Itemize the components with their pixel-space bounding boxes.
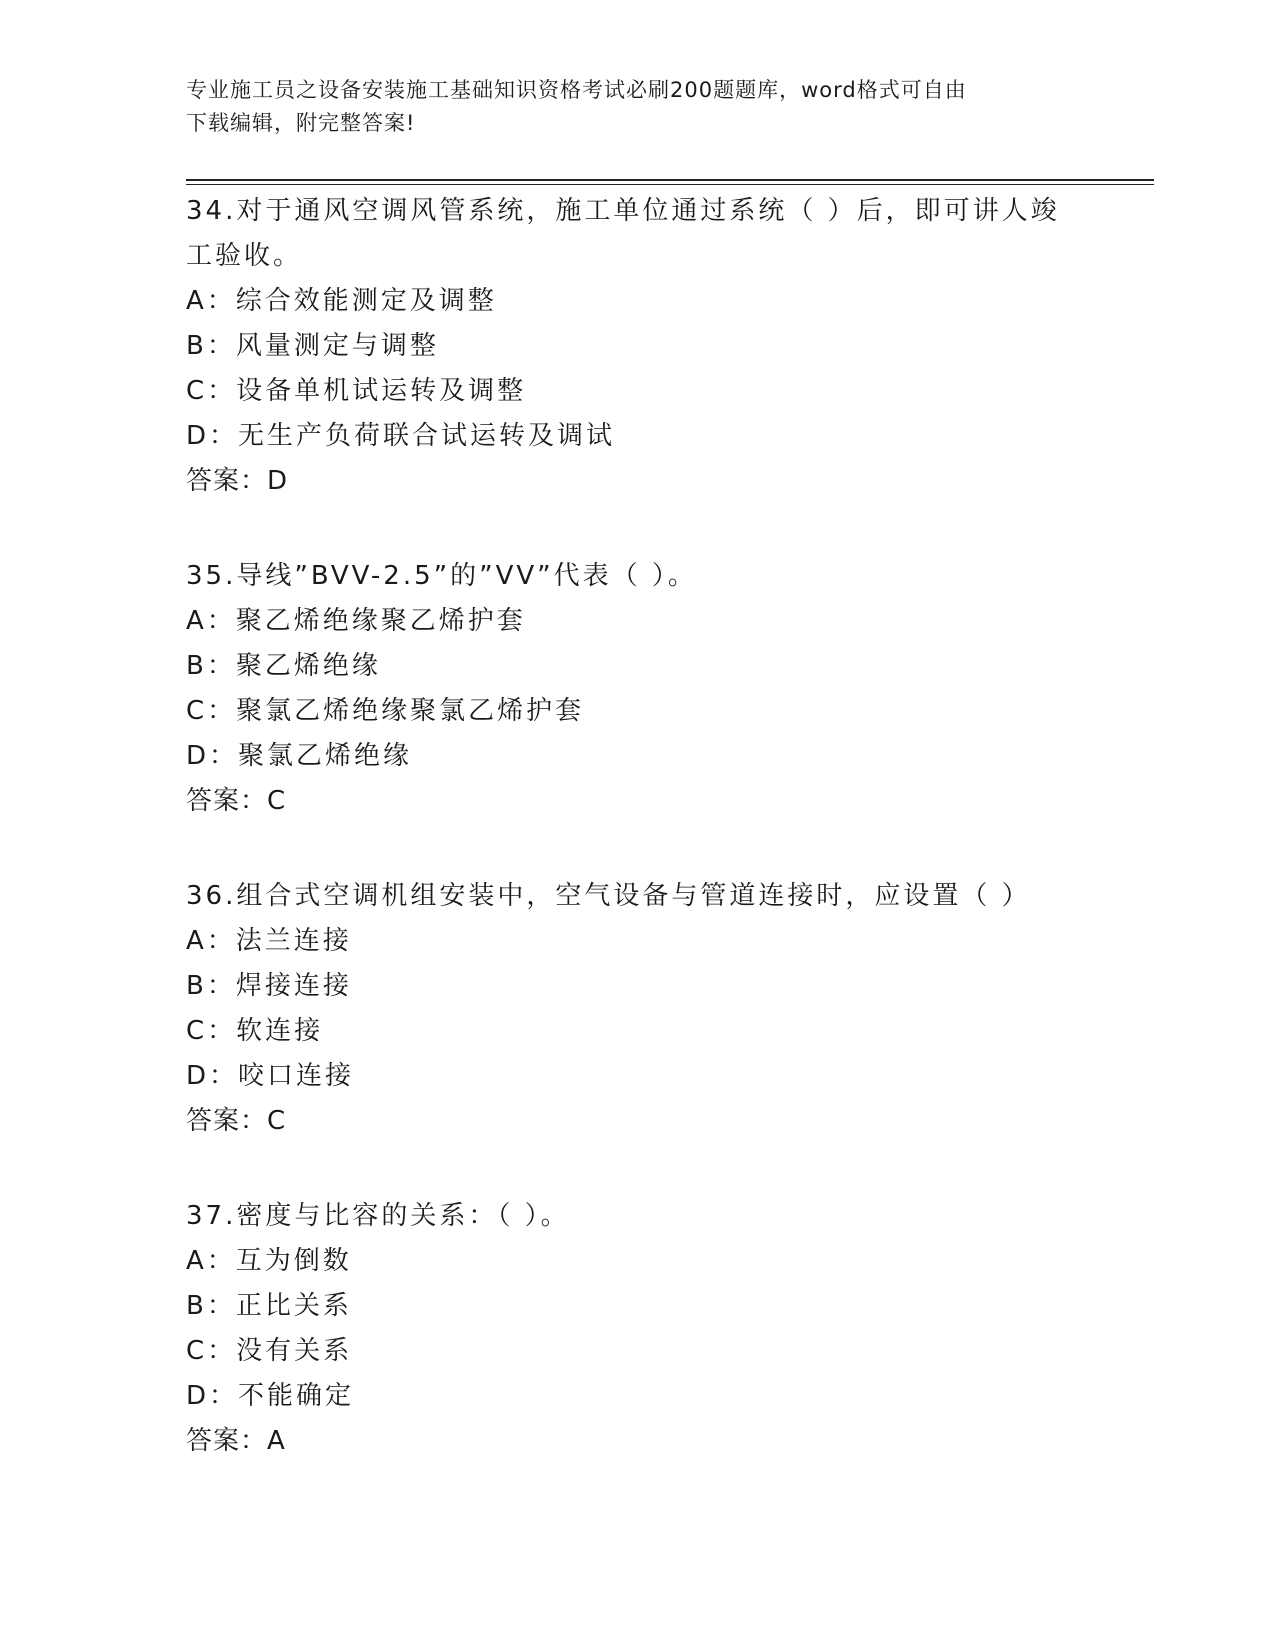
- question-34: [186, 189, 1086, 504]
- option-a: A：互为倒数: [186, 1246, 352, 1276]
- header-line-1: 专业施工员之设备安装施工基础知识资格考试必刷200题题库，word格式可自由: [186, 78, 967, 102]
- answer-line: 答案：A: [186, 1426, 286, 1456]
- option-a: A：聚乙烯绝缘聚乙烯护套: [186, 606, 526, 636]
- option-c: C：软连接: [186, 1016, 324, 1046]
- question-stem: 36.组合式空调机组安装中，空气设备与管道连接时，应设置（ ）: [186, 881, 1031, 911]
- option-c: C：聚氯乙烯绝缘聚氯乙烯护套: [186, 696, 585, 726]
- option-d: D：不能确定: [186, 1381, 355, 1411]
- question-37: [186, 1194, 1086, 1464]
- header-line-2: 下载编辑，附完整答案!: [186, 111, 416, 135]
- question-36: [186, 874, 1086, 1144]
- question-stem: 35.导线”BVV-2.5”的”VV”代表（ ）。: [186, 561, 697, 591]
- question-35: [186, 554, 1086, 824]
- question-stem: 工验收。: [186, 241, 303, 271]
- header-divider-thin: [186, 184, 1154, 185]
- option-b: B：正比关系: [186, 1291, 352, 1321]
- header-divider: [186, 179, 1154, 181]
- option-d: D：聚氯乙烯绝缘: [186, 741, 413, 771]
- option-b: B：聚乙烯绝缘: [186, 651, 381, 681]
- document-header: [186, 74, 1066, 140]
- option-a: A：综合效能测定及调整: [186, 286, 497, 316]
- option-b: B：焊接连接: [186, 971, 352, 1001]
- option-a: A：法兰连接: [186, 926, 352, 956]
- answer-line: 答案：D: [186, 466, 289, 496]
- option-b: B：风量测定与调整: [186, 331, 439, 361]
- option-d: D：无生产负荷联合试运转及调试: [186, 421, 616, 451]
- option-d: D：咬口连接: [186, 1061, 355, 1091]
- option-c: C：设备单机试运转及调整: [186, 376, 527, 406]
- answer-line: 答案：C: [186, 786, 287, 816]
- question-stem: 34.对于通风空调风管系统，施工单位通过系统（ ）后，即可讲人竣: [186, 196, 1060, 226]
- option-c: C：没有关系: [186, 1336, 353, 1366]
- question-stem: 37.密度与比容的关系：（ ）。: [186, 1201, 570, 1231]
- answer-line: 答案：C: [186, 1106, 287, 1136]
